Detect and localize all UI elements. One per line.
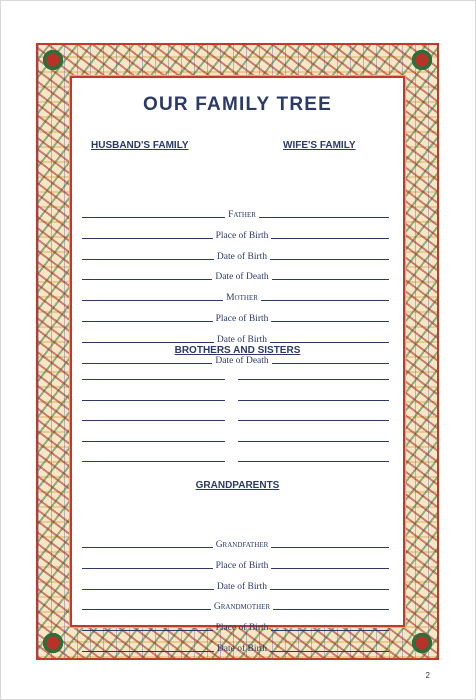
husband-entry-line[interactable] [82,300,223,301]
wife-entry-line[interactable] [270,259,389,260]
form-row [82,310,389,324]
form-row [82,331,389,345]
wifes-family-heading: WIFE'S FAMILY [283,140,356,151]
page-title: OUR FAMILY TREE [142,94,333,115]
form-row [82,640,389,654]
field-label: Father [228,210,256,220]
sibling-line-right[interactable] [238,420,389,421]
wife-entry-line[interactable] [271,238,389,239]
form-row [82,536,389,550]
field-label: Grandmother [213,602,271,613]
corner-ornament-icon [40,47,66,73]
sibling-line-left[interactable] [82,420,225,421]
wife-entry-line[interactable] [271,321,389,322]
corner-ornament-icon [409,47,435,73]
field-label: Date of Birth [216,251,268,262]
wife-entry-line[interactable] [270,589,389,590]
form-row [82,557,389,571]
field-label: Date of Death [215,272,269,283]
wife-entry-line[interactable] [270,342,389,343]
wife-entry-line[interactable] [259,217,389,218]
field-label: Date of Death [215,355,269,366]
field-label: Place of Birth [215,314,269,324]
husband-entry-line[interactable] [82,609,211,610]
field-label: Date of Birth [216,334,268,345]
siblings-heading: BROTHERS AND SISTERS [174,345,301,356]
form-row [82,227,389,241]
wife-entry-line[interactable] [271,568,389,569]
husband-entry-line[interactable] [82,217,225,218]
wife-entry-line[interactable] [273,609,389,610]
husbands-family-heading: HUSBAND'S FAMILY [91,140,189,151]
form-row [82,268,389,282]
wife-entry-line[interactable] [261,300,389,301]
corner-ornament-icon [40,630,66,656]
wife-entry-line[interactable] [271,547,389,548]
husband-entry-line[interactable] [82,259,214,260]
sibling-line-right[interactable] [238,379,389,380]
husband-entry-line[interactable] [82,630,213,631]
wife-entry-line[interactable] [270,651,389,652]
wife-entry-line[interactable] [272,279,389,280]
sibling-line-left[interactable] [82,379,225,380]
form-row [82,578,389,592]
husband-entry-line[interactable] [82,568,213,569]
husband-entry-line[interactable] [82,547,213,548]
page-number: 2 [425,671,430,680]
husband-entry-line[interactable] [82,279,212,280]
husband-entry-line[interactable] [82,363,212,364]
husband-entry-line[interactable] [82,589,214,590]
wife-entry-line[interactable] [271,630,389,631]
field-label: Grandfather [215,540,269,550]
field-label: Date of Birth [216,644,268,654]
sibling-line-left[interactable] [82,461,225,462]
field-label: Date of Birth [216,581,268,592]
form-row [82,619,389,633]
field-label: Place of Birth [215,230,269,241]
sibling-line-right[interactable] [238,400,389,401]
sibling-line-right[interactable] [238,461,389,462]
field-label: Mother [226,293,258,304]
form-area [70,76,405,654]
husband-entry-line[interactable] [82,321,213,322]
sibling-line-right[interactable] [238,441,389,442]
husband-entry-line[interactable] [82,238,213,239]
form-row [82,248,389,262]
sibling-line-left[interactable] [82,441,225,442]
husband-entry-line[interactable] [82,342,214,343]
field-label: Place of Birth [215,560,269,571]
corner-ornament-icon [409,630,435,656]
husband-entry-line[interactable] [82,651,214,652]
sibling-line-left[interactable] [82,400,225,401]
form-row [82,289,389,303]
wife-entry-line[interactable] [272,363,389,364]
field-label: Place of Birth [215,623,269,634]
form-row [82,598,389,612]
form-row [82,206,389,220]
grandparents-heading: GRANDPARENTS [195,480,280,491]
ornamental-border [36,43,439,660]
